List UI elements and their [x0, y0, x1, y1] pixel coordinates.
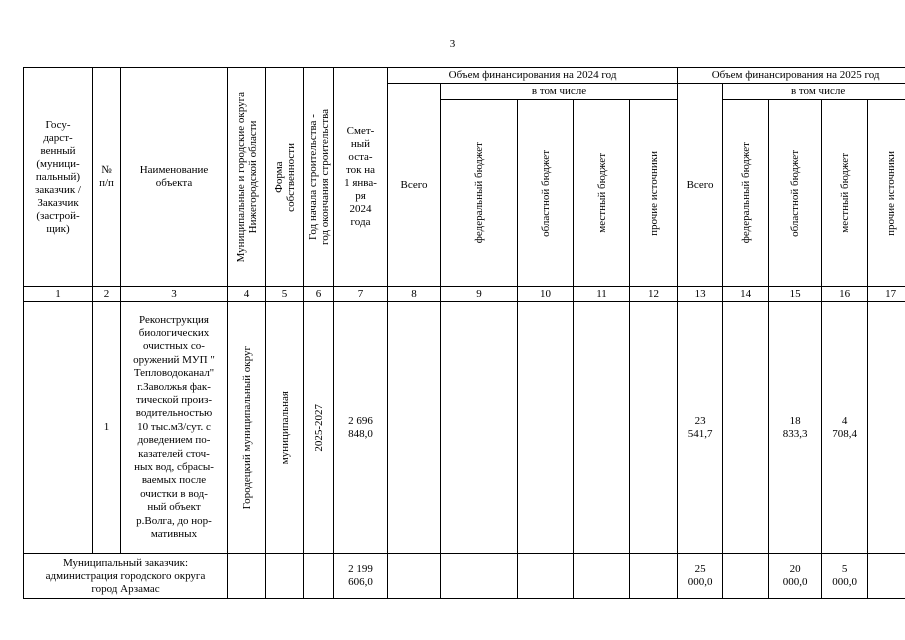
- cell-estimate: 2 696 848,0: [334, 302, 388, 554]
- total-cell-local-2025: 5 000,0: [822, 554, 868, 599]
- column-number: 17: [868, 287, 905, 302]
- cell-regional-2025: 18 833,3: [769, 302, 822, 554]
- header-federal-2024: федеральный бюджет: [441, 100, 518, 287]
- header-local-2025: местный бюджет: [822, 100, 868, 287]
- header-including-2024: в том числе: [441, 84, 678, 100]
- total-cell-regional-2025: 20 000,0: [769, 554, 822, 599]
- total-cell-federal-2024: [441, 554, 518, 599]
- total-cell-other-2025: [868, 554, 905, 599]
- header-number: № п/п: [93, 68, 121, 287]
- column-number: 4: [228, 287, 266, 302]
- total-cell-estimate: 2 199 606,0: [334, 554, 388, 599]
- cell-other-2025: [868, 302, 905, 554]
- column-number: 15: [769, 287, 822, 302]
- total-cell-total-2024: [388, 554, 441, 599]
- total-cell-other-2024: [630, 554, 678, 599]
- header-financing-2025: Объем финансирования на 2025 год: [678, 68, 905, 84]
- total-cell-total-2025: 25 000,0: [678, 554, 723, 599]
- header-municipality: Муниципальные и городские округа Нижегородской области: [228, 68, 266, 287]
- total-row: [24, 554, 905, 599]
- cell-years: 2025-2027: [304, 302, 334, 554]
- column-number: 12: [630, 287, 678, 302]
- header-total-2025: Всего: [678, 84, 723, 287]
- header-local-2024: местный бюджет: [574, 100, 630, 287]
- total-cell-ownership: [266, 554, 304, 599]
- total-cell-years: [304, 554, 334, 599]
- header-customer: Госу- дарст- венный (муници- пальный) заказчик / Заказчик (застрой- щик): [24, 68, 93, 287]
- column-number: 8: [388, 287, 441, 302]
- cell-total-2024: [388, 302, 441, 554]
- total-label: Муниципальный заказчик: администрация городского округа город Арзамас: [24, 554, 228, 599]
- header-financing-2024: Объем финансирования на 2024 год: [388, 68, 678, 84]
- total-cell-municipality: [228, 554, 266, 599]
- cell-regional-2024: [518, 302, 574, 554]
- column-number: 16: [822, 287, 868, 302]
- column-number: 2: [93, 287, 121, 302]
- column-number: 1: [24, 287, 93, 302]
- header-other-2025: прочие источники: [868, 100, 905, 287]
- cell-other-2024: [630, 302, 678, 554]
- column-number: 3: [121, 287, 228, 302]
- cell-ownership: муниципальная: [266, 302, 304, 554]
- column-number: 7: [334, 287, 388, 302]
- header-regional-2024: областной бюджет: [518, 100, 574, 287]
- column-number: 13: [678, 287, 723, 302]
- column-number: 11: [574, 287, 630, 302]
- header-total-2024: Всего: [388, 84, 441, 287]
- cell-number: 1: [93, 302, 121, 554]
- header-object-name: Наименование объекта: [121, 68, 228, 287]
- header-ownership: Форма собственности: [266, 68, 304, 287]
- header-federal-2025: федеральный бюджет: [723, 100, 769, 287]
- column-number: 5: [266, 287, 304, 302]
- column-number: 10: [518, 287, 574, 302]
- cell-federal-2024: [441, 302, 518, 554]
- header-including-2025: в том числе: [723, 84, 905, 100]
- column-number: 14: [723, 287, 769, 302]
- header-other-2024: прочие источники: [630, 100, 678, 287]
- total-cell-local-2024: [574, 554, 630, 599]
- cell-local-2025: 4 708,4: [822, 302, 868, 554]
- cell-customer: [24, 302, 93, 554]
- page-number: 3: [449, 38, 456, 50]
- column-number: 6: [304, 287, 334, 302]
- cell-object-name: Реконструкция биологических очистных со- оружений МУП " Тепловодоканал" г.Заволжья фак- тической произ- водительностью 10 тыс.м3/сут. с доведением по- казателей сточ- ных вод, сбрасы- ваемых после очистки в вод- ный объект р.Волга, до нор- мативных: [121, 302, 228, 554]
- cell-total-2025: 23 541,7: [678, 302, 723, 554]
- financing-table: [23, 67, 905, 599]
- column-numbers-row: [24, 287, 905, 302]
- column-number: 9: [441, 287, 518, 302]
- header-years: Год начала строительства - год окончания строительства: [304, 68, 334, 287]
- total-cell-regional-2024: [518, 554, 574, 599]
- header-regional-2025: областной бюджет: [769, 100, 822, 287]
- cell-municipality: Городецкий муниципальный округ: [228, 302, 266, 554]
- total-cell-federal-2025: [723, 554, 769, 599]
- header-estimate: Смет- ный оста- ток на 1 янва- ря 2024 года: [334, 68, 388, 287]
- table-row: [24, 302, 905, 554]
- cell-federal-2025: [723, 302, 769, 554]
- cell-local-2024: [574, 302, 630, 554]
